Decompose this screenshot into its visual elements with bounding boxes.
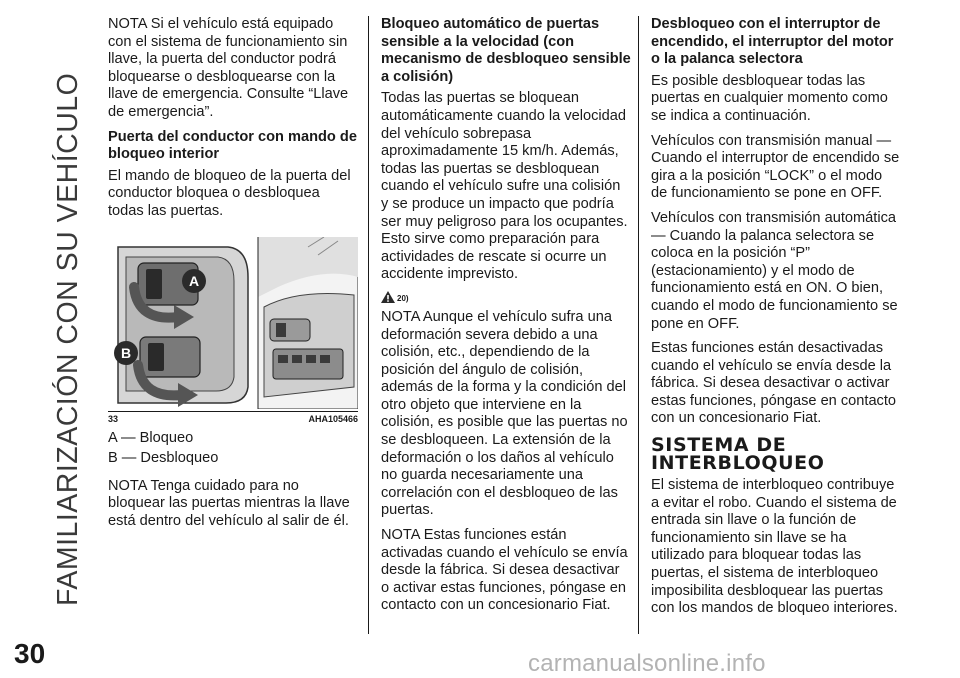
figure-number: 33 xyxy=(108,413,119,424)
heading-auto-lock: Bloqueo automático de puertas sensible a la velocidad (con mecanismo de desbloqueo sensible a colisión) xyxy=(381,16,631,85)
label-b: B xyxy=(120,344,132,361)
heading-interlock-line2: INTERBLOQUEO xyxy=(651,452,825,475)
legend-unlock: B — Desbloqueo xyxy=(108,450,219,467)
heading-interlock-system xyxy=(651,434,901,475)
note-key-inside: NOTA Tenga cuidado para no bloquear las puertas mientras la llave está dentro del vehículo al salir de él. xyxy=(108,477,350,529)
figure-caption xyxy=(108,411,358,424)
note-keyless: NOTA Si el vehículo está equipado con el sistema de funcionamiento sin llave, la puerta del conductor podrá bloquearse o desbloquearse con la llave de emergencia. Consulte “Llave de emergencia”. xyxy=(108,16,349,120)
figure-door-lock-knob xyxy=(108,237,358,424)
paragraph-auto-lock: Todas las puertas se bloquean automáticamente cuando la velocidad del vehículo sobrepasa aproximadamente 15 km/h. Además, todas las puertas se desbloquean cuando el vehículo sufre una colisión y se produce un impacto que podría ser muy peligroso para los ocupantes. Esto sirve como preparación para actividades de rescate si ocurre un accidente imprevisto. xyxy=(381,90,628,283)
column-divider xyxy=(368,16,369,634)
heading-driver-door-lock: Puerta del conductor con mando de bloqueo interior xyxy=(108,128,357,163)
note-deformation: NOTA Aunque el vehículo sufra una deformación severa debido a una colisión, etc., dependiendo de la posición del ángulo de colisión, además de la forma y la condición del otro objeto que interviene en la colisión, es posible que las puertas no se desbloqueen. La extensión de la deformación o los daños al vehículo no guarda necesariamente una correlación con el desbloqueo de las puertas. xyxy=(381,308,628,519)
label-a: A xyxy=(188,272,200,289)
heading-interlock-line1: SISTEMA DE xyxy=(651,434,787,457)
figure-code: AHA105466 xyxy=(308,413,358,424)
warning-triangle-icon xyxy=(381,291,395,303)
paragraph-driver-door-lock: El mando de bloqueo de la puerta del conductor bloquea o desbloquea todas las puertas. xyxy=(108,167,351,219)
paragraph-unlock-any-time: Es posible desbloquear todas las puertas en cualquier momento como se indica a continuación. xyxy=(651,72,888,124)
note-factory-settings: NOTA Estas funciones están activadas cuando el vehículo se envía desde la fábrica. Si desea desactivar o activar estas funciones, póngase en contacto con un concesionario Fiat. xyxy=(381,527,628,614)
column-divider xyxy=(638,16,639,634)
page-number: 30 xyxy=(14,638,46,669)
warning-reference xyxy=(381,291,631,303)
paragraph-automatic-transmission: Vehículos con transmisión automática — Cuando la palanca selectora se coloca en la posición “P” (estacionamiento) y el modo de funcionamiento está en ON. O bien, cuando el modo de funcionamiento se pone en OFF. xyxy=(651,209,898,332)
legend-lock: A — Bloqueo xyxy=(108,429,194,446)
warning-ref-number: 20) xyxy=(397,293,409,303)
section-side-title: FAMILIARIZACIÓN CON SU VEHÍCULO xyxy=(52,72,84,606)
column-1 xyxy=(108,16,358,538)
door-lock-illustration xyxy=(108,237,358,409)
watermark: carmanualsonline.info xyxy=(528,650,766,677)
paragraph-functions-disabled: Estas funciones están desactivadas cuando el vehículo se envía desde la fábrica. Si desea desactivar o activar estas funciones, póngase en contacto con un concesionario Fiat. xyxy=(651,340,897,427)
figure-legend xyxy=(108,430,358,468)
heading-unlock-ignition: Desbloqueo con el interruptor de encendido, el interruptor del motor o la palanca selectora xyxy=(651,16,894,68)
column-2 xyxy=(381,16,631,622)
paragraph-interlock: El sistema de interbloqueo contribuye a evitar el robo. Cuando el sistema de entrada sin llave o la función de funcionamiento sin llave se ha utilizado para bloquear todas las puertas, el sistema de interbloqueo imposibilita desbloquear las puertas con los mandos de bloqueo interiores. xyxy=(651,477,898,617)
column-3 xyxy=(651,16,901,625)
paragraph-manual-transmission: Vehículos con transmisión manual — Cuando el interruptor de encendido se gira a la posición “LOCK” o el modo de funcionamiento se pone en OFF. xyxy=(651,132,900,202)
